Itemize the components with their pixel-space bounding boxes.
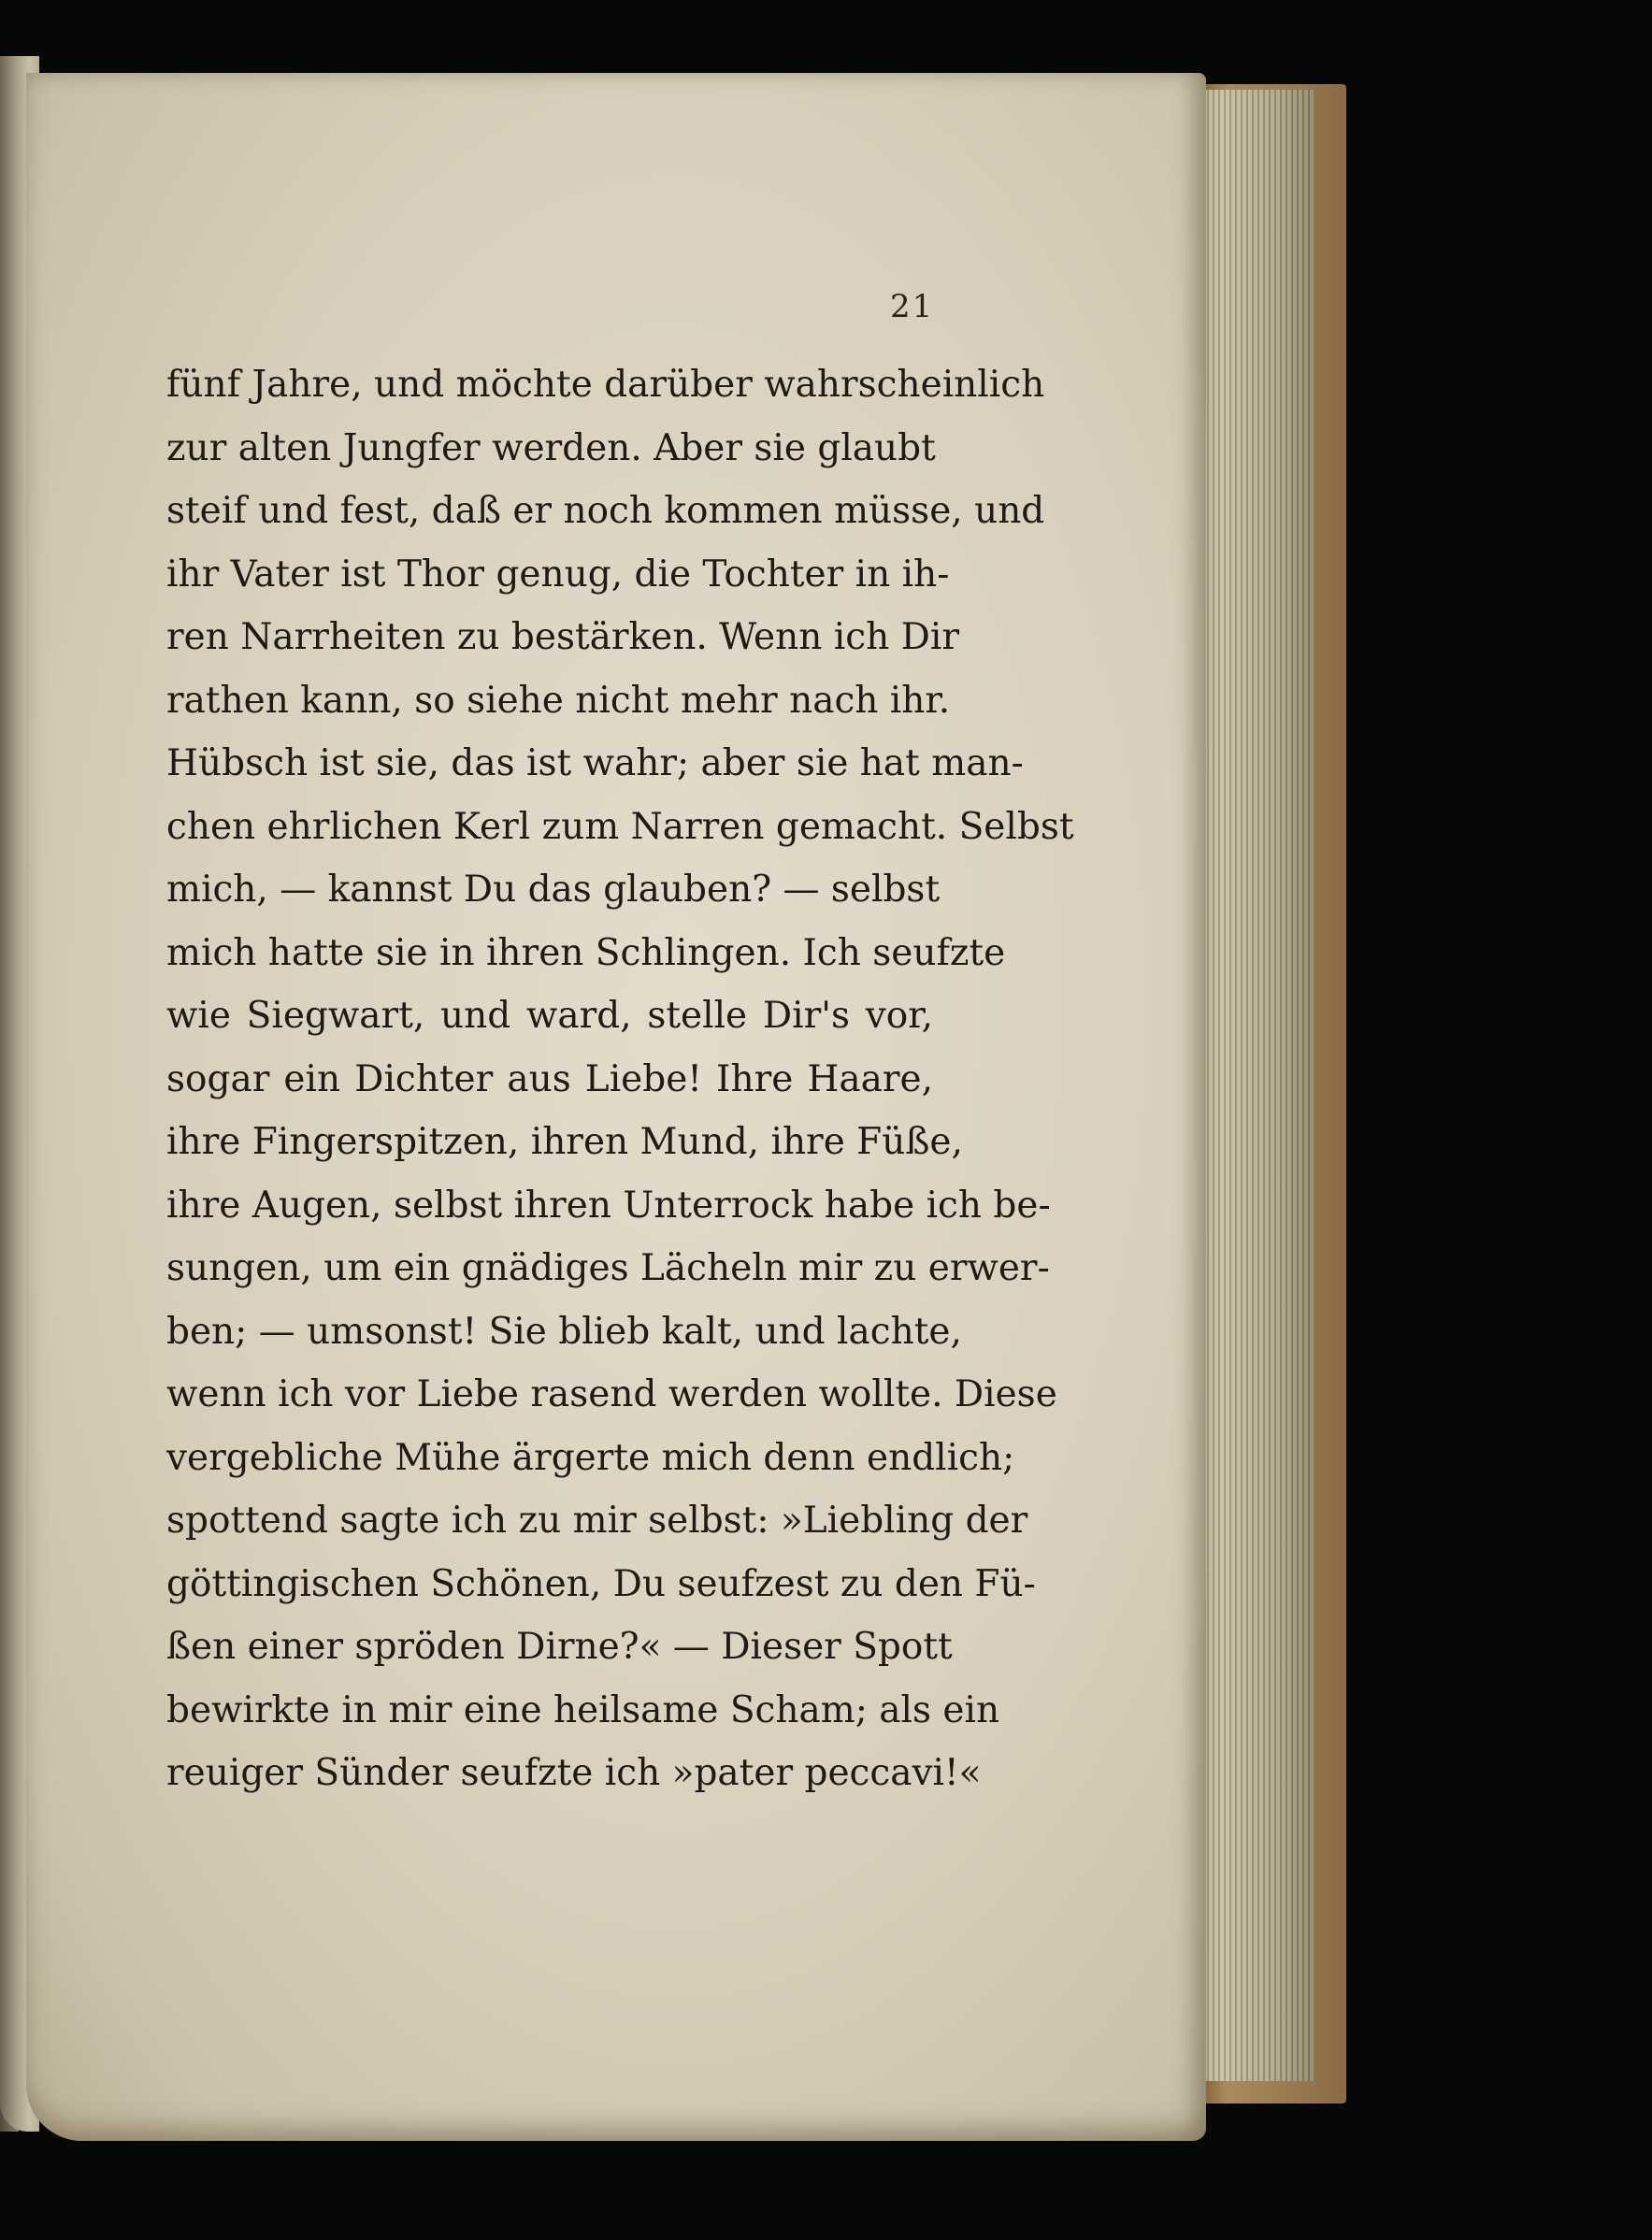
text-line: spottend sagte ich zu mir selbst: »Liebling der — [166, 1500, 1028, 1542]
text-line: Hübsch ist sie, das ist wahr; aber sie hat man- — [166, 742, 1024, 784]
text-line: ben; — umsonst! Sie blieb kalt, und lachte, — [166, 1310, 962, 1353]
text-line: wenn ich vor Liebe rasend werden wollte. Diese — [166, 1373, 1057, 1415]
text-line: sungen, um ein gnädiges Lächeln mir zu erwer- — [166, 1247, 1050, 1289]
text-line: wie Siegwart, und ward, stelle Dir's vor, — [166, 995, 933, 1037]
text-line: steif und fest, daß er noch kommen müsse, und — [166, 490, 1045, 532]
page-number: 21 — [890, 288, 935, 325]
text-line: rathen kann, so siehe nicht mehr nach ihr. — [166, 679, 951, 722]
text-line: zur alten Jungfer werden. Aber sie glaubt — [166, 426, 936, 469]
text-line: ihr Vater ist Thor genug, die Tochter in ih- — [166, 553, 950, 596]
text-line: ihre Fingerspitzen, ihren Mund, ihre Füße, — [166, 1121, 963, 1163]
text-line: mich hatte sie in ihren Schlingen. Ich seufzte — [166, 931, 1006, 974]
body-text — [166, 353, 1074, 1805]
book-page — [26, 73, 1206, 2141]
text-line: göttingischen Schönen, Du seufzest zu den Fü- — [166, 1562, 1036, 1605]
text-line: chen ehrlichen Kerl zum Narren gemacht. Selbst — [166, 805, 1074, 848]
text-line: bewirkte in mir eine heilsame Scham; als ein — [166, 1688, 1000, 1731]
text-line: vergebliche Mühe ärgerte mich denn endlich; — [166, 1436, 1015, 1479]
text-line: ihre Augen, selbst ihren Unterrock habe ich be- — [166, 1184, 1051, 1227]
text-line: fünf Jahre, und möchte darüber wahrscheinlich — [166, 364, 1045, 406]
text-line: reuiger Sünder seufzte ich »pater peccavi!« — [166, 1752, 982, 1794]
text-line: mich, — kannst Du das glauben? — selbst — [166, 869, 941, 911]
text-line: sogar ein Dichter aus Liebe! Ihre Haare, — [166, 1057, 933, 1100]
text-line: ren Narrheiten zu bestärken. Wenn ich Dir — [166, 616, 959, 658]
text-line: ßen einer spröden Dirne?« — Dieser Spott — [166, 1626, 953, 1668]
